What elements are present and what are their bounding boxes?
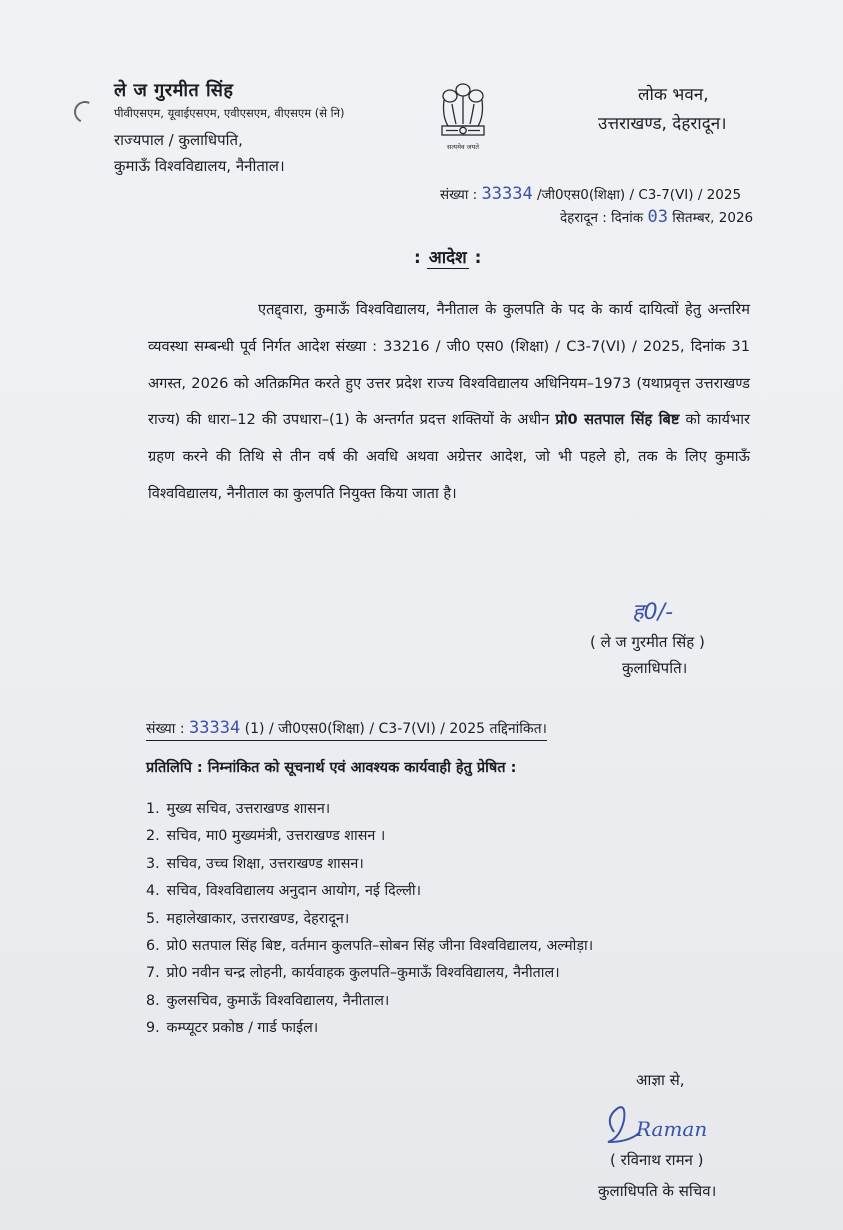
order-body: [148, 292, 750, 513]
order-date: [560, 207, 753, 227]
distribution-list: [146, 796, 593, 1043]
order-heading: : आदेश :: [414, 248, 482, 268]
list-item: 4. सचिव, विश्वविद्यालय अनुदान आयोग, नई दिल्ली।: [146, 883, 422, 900]
issuer-university: कुमाऊँ विश्वविद्यालय, नैनीताल।: [114, 157, 285, 175]
list-item: 1. मुख्य सचिव, उत्तराखण्ड शासन।: [146, 801, 331, 817]
handwritten-day: 03: [647, 207, 668, 227]
chancellor-title: कुलाधिपति।: [622, 659, 688, 677]
list-item: 5. महालेखाकार, उत्तराखण्ड, देहरादून।: [146, 910, 350, 927]
list-item: 8. कुलसचिव, कुमाऊँ विश्वविद्यालय, नैनीताल।: [146, 992, 390, 1009]
list-item: 6. प्रो0 सतपाल सिंह बिष्ट, वर्तमान कुलपति–सोबन सिंह जीना विश्वविद्यालय, अल्मोड़ा।: [146, 938, 594, 955]
secretary-name: ( रविनाथ रामन ): [610, 1151, 704, 1169]
appointee-name: प्रो0 सतपाल सिंह बिष्ट: [555, 411, 680, 429]
list-item: 7. प्रो0 नवीन चन्द्र लोहनी, कार्यवाहक कुलपति–कुमाऊँ विश्वविद्यालय, नैनीताल।: [146, 965, 560, 982]
body-part-1: एतद्द्वारा, कुमाऊँ विश्वविद्यालय, नैनीताल के कुलपति के पद के कार्य दायित्वों हेतु अन्तरिम व्यवस्था सम्बन्धी पूर्व निर्गत आदेश संख्या : 33216 / जी0 एस0 (शिक्षा) / C3-7(VI) / 2025, दिनांक 31 अगस्त, 2026 को अतिक्रमित करते हुए उत्तर प्रदेश राज्य विश्वविद्यालय अधिनियम–1973 (यथाप्रवृत्त उत्तराखण्ड राज्य) की धारा–12 की उपधारा–(1) के अन्तर्गत प्रदत्त शक्तियों के अधीन: [148, 301, 750, 429]
list-item: 9. कम्प्यूटर प्रकोष्ठ / गार्ड फाईल।: [146, 1020, 319, 1037]
body-part-2: को कार्यभार ग्रहण करने की तिथि से तीन वर्ष की अवधि अथवा अग्रेत्तर आदेश, जो भी पहले हो, तक के लिए कुमाऊँ विश्वविद्यालय, नैनीताल का कुलपति नियुक्त किया जाता है।: [148, 411, 751, 502]
order-heading-word: आदेश: [428, 248, 467, 268]
handwritten-number: 33334: [481, 184, 533, 204]
chancellor-initials: [632, 595, 692, 629]
list-item: 3. सचिव, उच्च शिक्षा, उत्तराखण्ड शासन।: [146, 855, 364, 872]
punch-hole-mark: [71, 98, 99, 126]
list-item: 2. सचिव, मा0 मुख्यमंत्री, उत्तराखण्ड शासन ।: [146, 828, 386, 845]
issuer-name: ले ज गुरमीत सिंह: [114, 80, 234, 101]
issuer-designation: राज्यपाल / कुलाधिपति,: [114, 131, 243, 149]
copy-reference: संख्या : 33334 (1) / जी0एस0(शिक्षा) / C3-7(VI) / 2025 तद्दिनांकित।: [146, 718, 547, 741]
office-location: उत्तराखण्ड, देहरादून।: [598, 114, 727, 134]
svg-text:Raman: Raman: [636, 1117, 708, 1141]
date-label: देहरादून : दिनांक: [560, 210, 644, 226]
date-rest: सितम्बर, 2026: [672, 210, 754, 226]
emblem-caption: सत्यमेव जयते: [447, 143, 479, 151]
by-order-text: आज्ञा से,: [636, 1071, 685, 1089]
secretary-signature: [600, 1098, 740, 1150]
copy-handwritten-number: 33334: [189, 718, 241, 738]
office-name: लोक भवन,: [638, 85, 709, 105]
state-emblem-icon: [430, 78, 496, 154]
copy-heading: प्रतिलिपि : निम्नांकित को सूचनार्थ एवं आवश्यक कार्यवाही हेतु प्रेषित :: [146, 760, 517, 776]
reference-label: संख्या :: [440, 187, 478, 203]
svg-text:ह0/-: ह0/-: [632, 600, 674, 625]
order-reference: [440, 184, 741, 204]
reference-rest: /जी0एस0(शिक्षा) / C3-7(VI) / 2025: [536, 187, 742, 203]
chancellor-name: ( ले ज गुरमीत सिंह ): [590, 633, 705, 651]
issuer-honours: पीवीएसएम, यूवाईएसएम, एवीएसएम, वीएसएम (से नि): [114, 106, 345, 120]
secretary-title: कुलाधिपति के सचिव।: [598, 1182, 717, 1200]
